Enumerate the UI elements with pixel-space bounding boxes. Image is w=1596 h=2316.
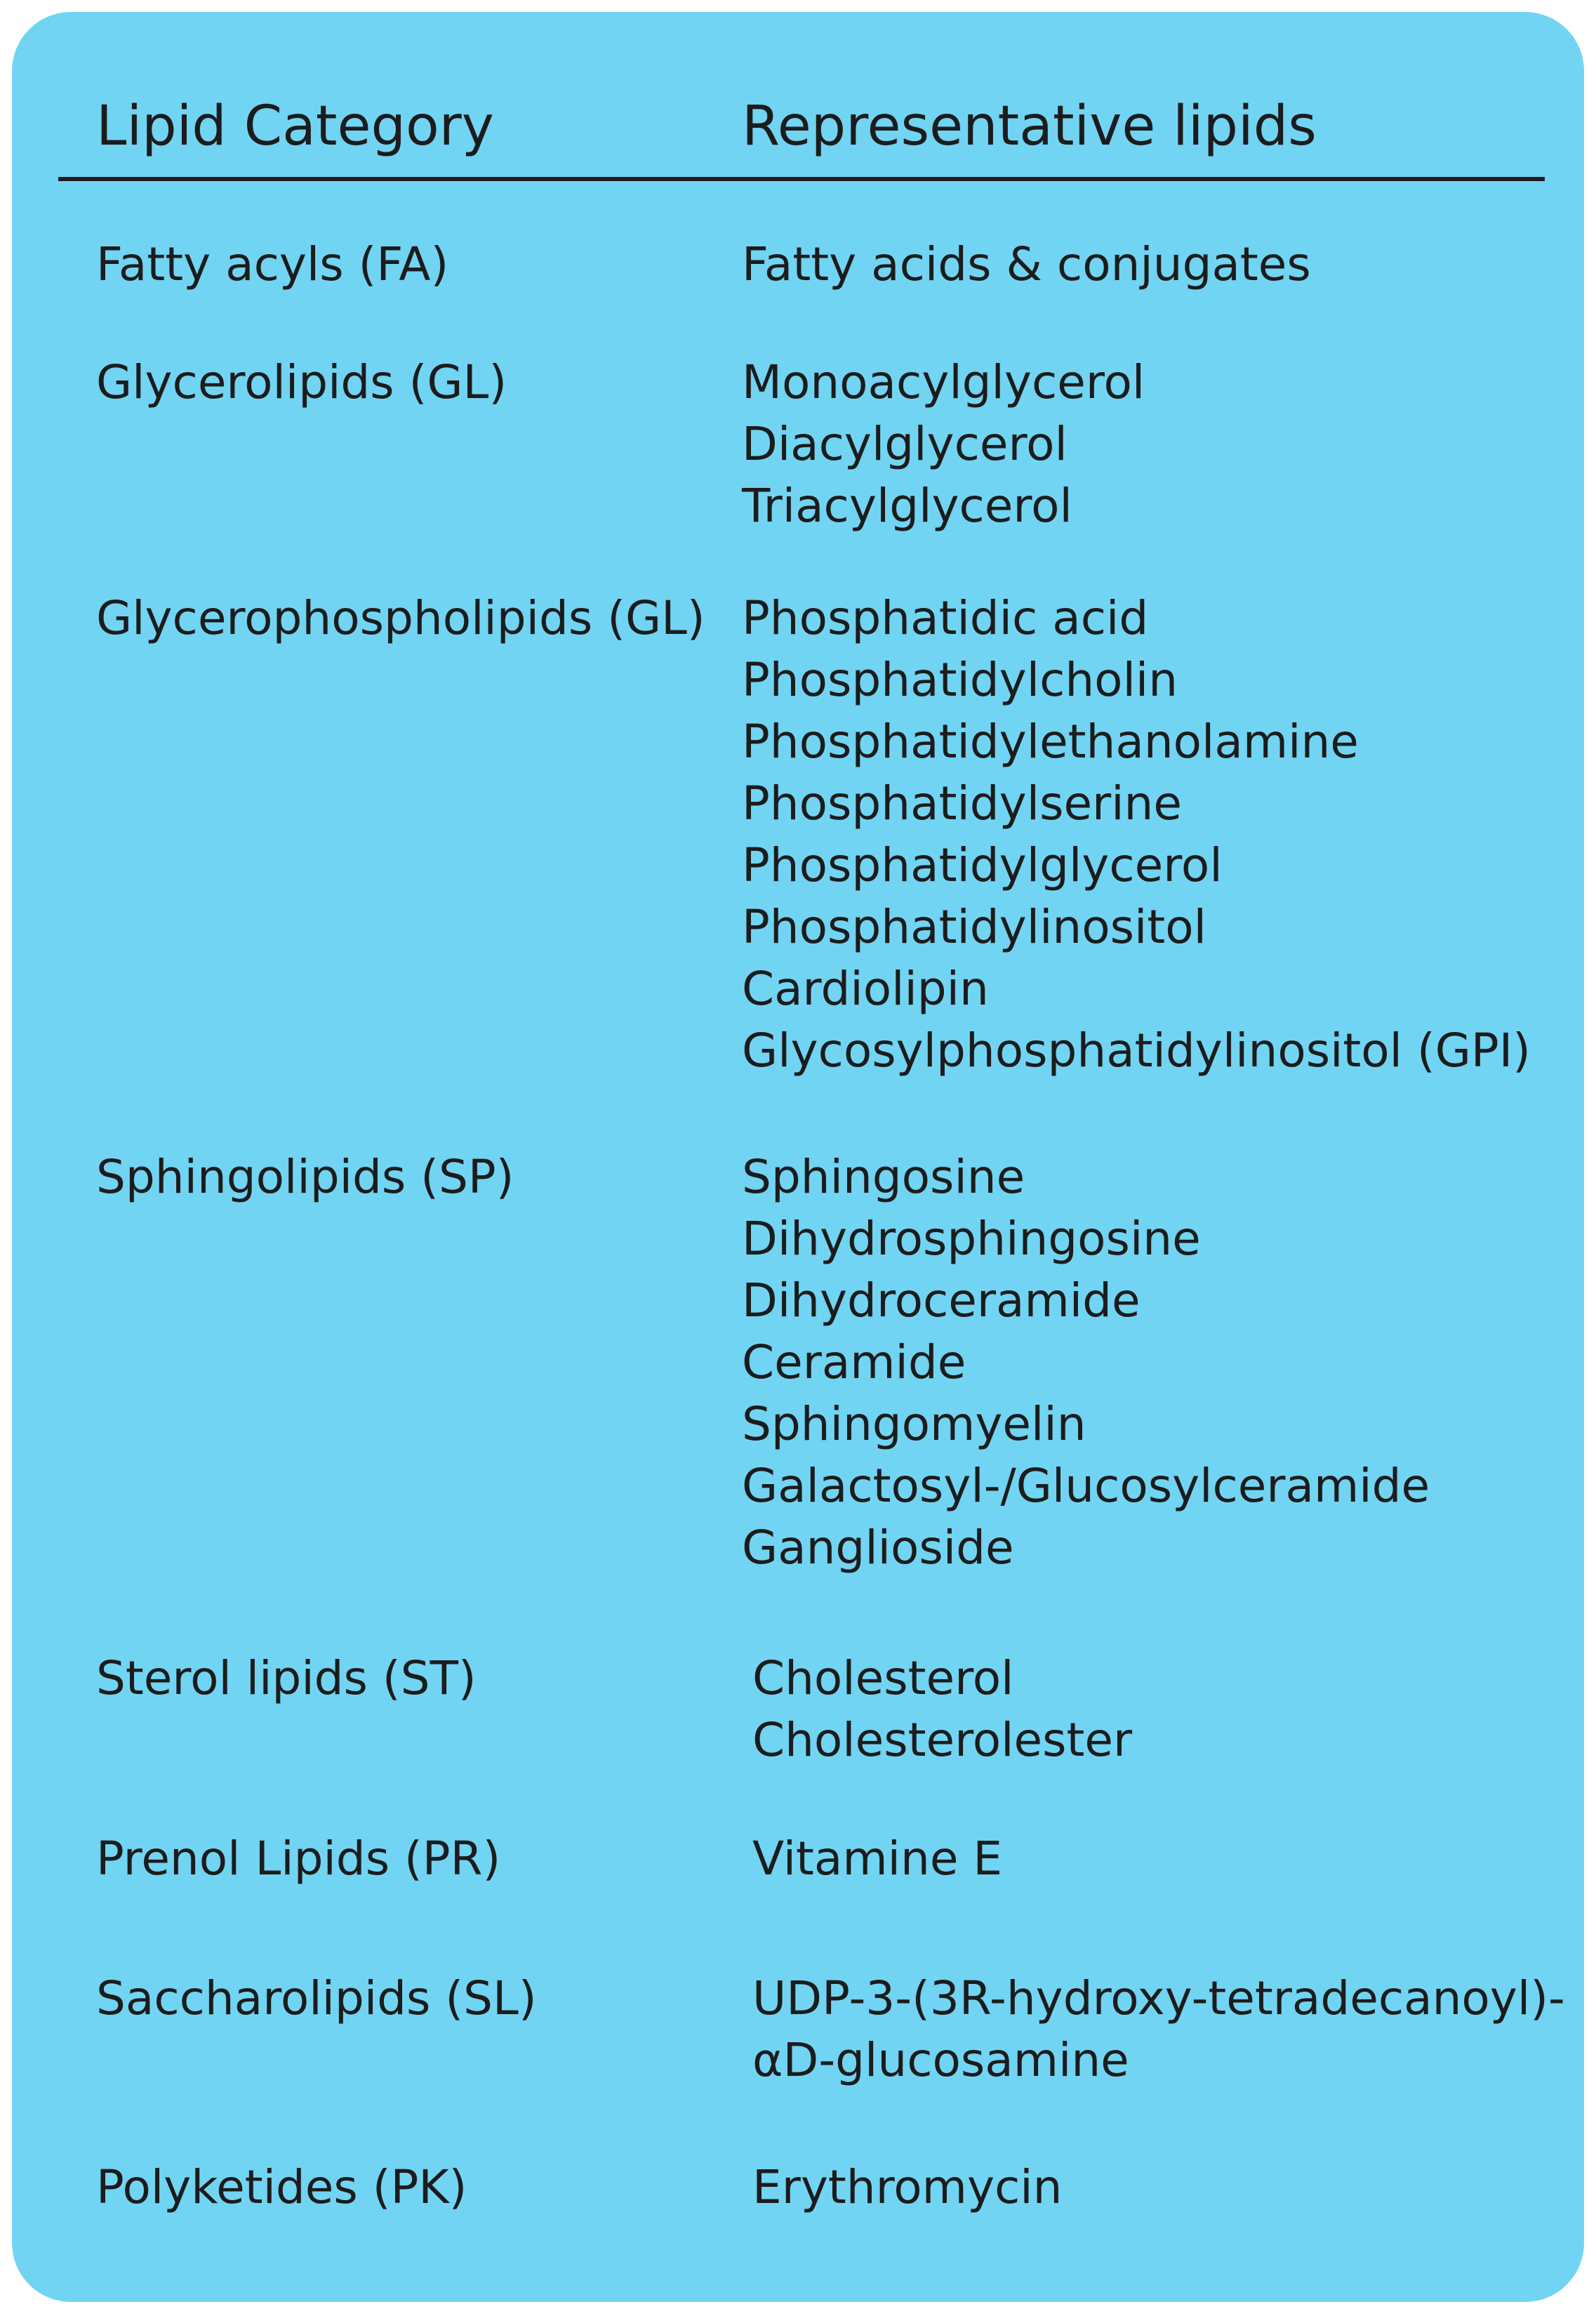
lipid-list — [742, 1146, 1430, 1579]
lipid-item: Phosphatidylethanolamine — [742, 715, 1359, 769]
lipid-item: Dihydrosphingosine — [742, 1212, 1201, 1266]
category-cell: Glycerolipids (GL) — [96, 355, 507, 409]
lipid-item: Phosphatidic acid — [742, 591, 1149, 645]
lipid-item: Cardiolipin — [742, 962, 989, 1016]
lipid-item: αD-glucosamine — [752, 2033, 1129, 2087]
lipid-item: Sphingomyelin — [742, 1397, 1086, 1451]
lipid-item: UDP-3-(3R-hydroxy-tetradecanoyl)- — [752, 1971, 1565, 2025]
lipid-list — [752, 1828, 1002, 1890]
lipid-item: Phosphatidylinositol — [742, 900, 1206, 954]
lipid-list — [752, 1648, 1132, 1771]
lipid-list — [742, 588, 1531, 1082]
category-cell: Sterol lipids (ST) — [96, 1651, 477, 1705]
lipid-list — [742, 352, 1145, 537]
category-cell: Sphingolipids (SP) — [96, 1150, 514, 1204]
category-cell: Fatty acyls (FA) — [96, 237, 449, 291]
lipid-item: Dihydroceramide — [742, 1273, 1141, 1328]
table-header — [12, 95, 1584, 158]
lipid-item: Phosphatidylcholin — [742, 653, 1178, 707]
lipid-item: Cholesterolester — [752, 1713, 1133, 1767]
lipid-item: Erythromycin — [752, 2160, 1063, 2214]
lipid-item: Ceramide — [742, 1335, 966, 1389]
lipid-item: Phosphatidylserine — [742, 776, 1182, 831]
lipid-item: Fatty acids & conjugates — [742, 237, 1311, 291]
lipid-list — [752, 2157, 1062, 2218]
lipid-item: Ganglioside — [742, 1521, 1014, 1575]
lipid-item: Monoacylglycerol — [742, 355, 1145, 409]
lipid-list — [742, 234, 1311, 296]
header-representative-lipids: Representative lipids — [742, 95, 1317, 158]
lipid-item: Glycosylphosphatidylinositol (GPI) — [742, 1024, 1531, 1078]
category-cell: Prenol Lipids (PR) — [96, 1832, 501, 1886]
category-cell: Glycerophospholipids (GL) — [96, 591, 705, 645]
header-lipid-category: Lipid Category — [96, 95, 494, 158]
header-divider — [58, 177, 1545, 181]
lipid-item: Triacylglycerol — [742, 479, 1072, 533]
lipid-table-card — [12, 12, 1584, 2302]
category-cell: Saccharolipids (SL) — [96, 1971, 537, 2025]
lipid-item: Galactosyl-/Glucosylceramide — [742, 1459, 1430, 1513]
lipid-item: Diacylglycerol — [742, 417, 1068, 471]
lipid-item: Vitamine E — [752, 1832, 1003, 1886]
lipid-item: Cholesterol — [752, 1651, 1014, 1705]
lipid-list — [752, 1968, 1565, 2091]
lipid-item: Phosphatidylglycerol — [742, 838, 1223, 892]
lipid-item: Sphingosine — [742, 1150, 1025, 1204]
category-cell: Polyketides (PK) — [96, 2160, 467, 2214]
